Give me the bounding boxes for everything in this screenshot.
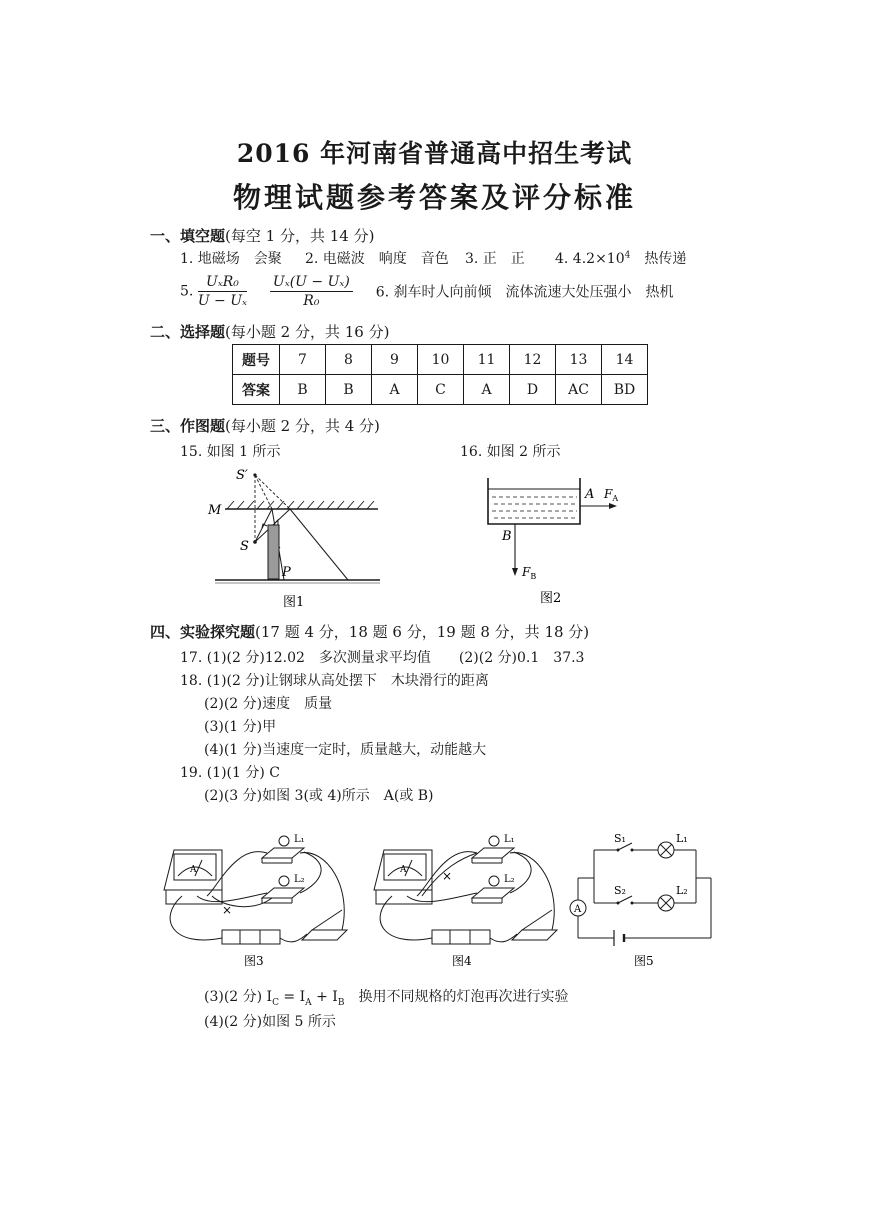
answer-q19-2: (2)(3 分)如图 3(或 4)所示 A(或 B) <box>204 788 434 804</box>
answer-q18-3: (3)(1 分)甲 <box>204 719 277 735</box>
answer-q15: 15. 如图 1 所示 <box>180 444 281 460</box>
label-s2: S₂ <box>614 884 626 897</box>
obstacle-bar <box>268 525 279 579</box>
table-cell: C <box>418 375 464 405</box>
table-cell: A <box>464 375 510 405</box>
answer-q3: 3. 正 正 <box>465 251 525 267</box>
section-4-note: (17 题 4 分，18 题 6 分，19 题 8 分，共 18 分) <box>255 623 590 641</box>
q19-3-sub-c: C <box>272 997 279 1008</box>
answer-q5-fraction-2 <box>270 274 353 309</box>
table-header-answer: 答案 <box>233 375 280 405</box>
table-header-number: 题号 <box>233 345 280 375</box>
figure-5-caption: 图5 <box>634 954 654 968</box>
label-l1: L₁ <box>676 832 688 845</box>
q19-3-sub-a: A <box>305 997 312 1008</box>
table-cell: 8 <box>326 345 372 375</box>
fraction-1-denominator: U − Uₓ <box>197 293 248 309</box>
table-cell: 13 <box>556 345 602 375</box>
figure-4-caption: 图4 <box>452 954 472 968</box>
section-3-heading <box>150 415 380 436</box>
answer-q18-2: (2)(2 分)速度 质量 <box>204 696 333 712</box>
answer-q17: 17. (1)(2 分)12.02 多次测量求平均值 (2)(2 分)0.1 37.3 <box>180 650 585 666</box>
label-s-prime: S′ <box>236 468 248 483</box>
label-l1: L₁ <box>294 834 305 845</box>
label-m: M <box>208 503 222 518</box>
answer-q4-value: 4. 4.2×10 <box>555 251 625 267</box>
section-2-note: (每小题 2 分，共 16 分) <box>225 323 390 341</box>
table-cell: AC <box>556 375 602 405</box>
label-l2: L₂ <box>504 874 515 885</box>
figure-2-container-forces <box>480 466 640 614</box>
answer-q18-4: (4)(1 分)当速度一定时，质量越大，动能越大 <box>204 742 487 758</box>
table-row-numbers <box>233 345 648 375</box>
answer-q19-3 <box>204 986 568 1008</box>
label-l2: L₂ <box>676 884 688 897</box>
label-s1: S₁ <box>614 832 626 845</box>
table-cell: 7 <box>280 345 326 375</box>
table-cell: 12 <box>510 345 556 375</box>
section-4-heading <box>150 621 589 642</box>
table-cell: B <box>326 375 372 405</box>
meter-label: A <box>400 865 407 875</box>
answer-q18-1: 18. (1)(2 分)让钢球从高处摆下 木块滑行的距离 <box>180 673 489 689</box>
label-p: P <box>282 565 291 580</box>
section-2-heading <box>150 321 389 342</box>
q19-3-sub-b: B <box>337 997 345 1008</box>
answer-q4-tail: 热传递 <box>630 251 687 267</box>
meter-label: A <box>190 865 197 875</box>
label-l1: L₁ <box>504 834 515 845</box>
section-1-note: (每空 1 分，共 14 分) <box>225 227 375 245</box>
answer-table <box>232 344 648 405</box>
table-cell: 9 <box>372 345 418 375</box>
table-cell: 14 <box>602 345 648 375</box>
mirror-hatching <box>227 501 374 509</box>
table-row-answers <box>233 375 648 405</box>
answer-q4-exponent: 4 <box>624 250 631 261</box>
figure-3-caption: 图3 <box>244 954 264 968</box>
answer-q5-label: 5. <box>180 283 194 300</box>
figure-1-mirror-reflection <box>200 462 395 614</box>
fraction-2-numerator: Uₓ(U − Uₓ) <box>270 274 353 292</box>
section-1-title: 一、填空题 <box>150 227 226 245</box>
label-b: B <box>502 529 512 544</box>
page-subtitle: 物理试题参考答案及评分标准 <box>232 181 636 214</box>
answer-q5-fraction-1 <box>198 274 247 309</box>
q19-3-prefix: (3)(2 分) I <box>204 989 273 1005</box>
fraction-2-denominator: R₀ <box>303 293 320 309</box>
label-s: S <box>240 539 249 554</box>
table-cell: D <box>510 375 556 405</box>
table-cell: BD <box>602 375 648 405</box>
table-cell: B <box>280 375 326 405</box>
figure-1-caption: 图1 <box>283 595 305 610</box>
section-2-title: 二、选择题 <box>150 323 226 341</box>
answer-line-1-4 <box>180 248 686 268</box>
answer-q2: 2. 电磁波 响度 音色 <box>305 251 449 267</box>
q19-3-tail: 换用不同规格的灯泡再次进行实验 <box>344 989 569 1005</box>
figure-4-circuit <box>362 828 572 973</box>
q19-3-eq: = I <box>278 989 306 1005</box>
page-title: 2016 年河南省普通高中招生考试 <box>236 139 633 168</box>
table-cell: 11 <box>464 345 510 375</box>
figure-2-caption: 图2 <box>540 591 562 606</box>
wire-mark: × <box>442 869 453 883</box>
answer-q19-4: (4)(2 分)如图 5 所示 <box>204 1014 336 1030</box>
fraction-1-numerator: UₓR₀ <box>198 274 247 292</box>
section-3-note: (每小题 2 分，共 4 分) <box>225 417 380 435</box>
section-1-heading <box>150 225 374 246</box>
label-l2: L₂ <box>294 874 305 885</box>
figure-3-circuit <box>152 828 362 973</box>
label-fa: $F_A$ <box>604 487 619 503</box>
q19-3-plus: + I <box>311 989 338 1005</box>
answer-q16: 16. 如图 2 所示 <box>460 444 561 460</box>
answer-q19-1: 19. (1)(1 分) C <box>180 765 280 781</box>
table-cell: 10 <box>418 345 464 375</box>
answer-q1: 1. 地磁场 会聚 <box>180 251 282 267</box>
answer-q6: 6. 刹车时人向前倾 流体流速大处压强小 热机 <box>375 284 674 301</box>
wire-mark: × <box>222 903 233 917</box>
section-4-title: 四、实验探究题 <box>150 623 256 641</box>
table-cell: A <box>372 375 418 405</box>
section-3-title: 三、作图题 <box>150 417 226 435</box>
answer-line-5-6 <box>180 274 674 309</box>
liquid-lines <box>492 497 577 518</box>
answer-q4 <box>555 251 686 267</box>
label-a: A <box>585 487 595 502</box>
label-fb: $F_B$ <box>522 565 537 581</box>
meter-label: A <box>574 904 582 915</box>
figure-5-circuit-diagram <box>566 828 716 973</box>
